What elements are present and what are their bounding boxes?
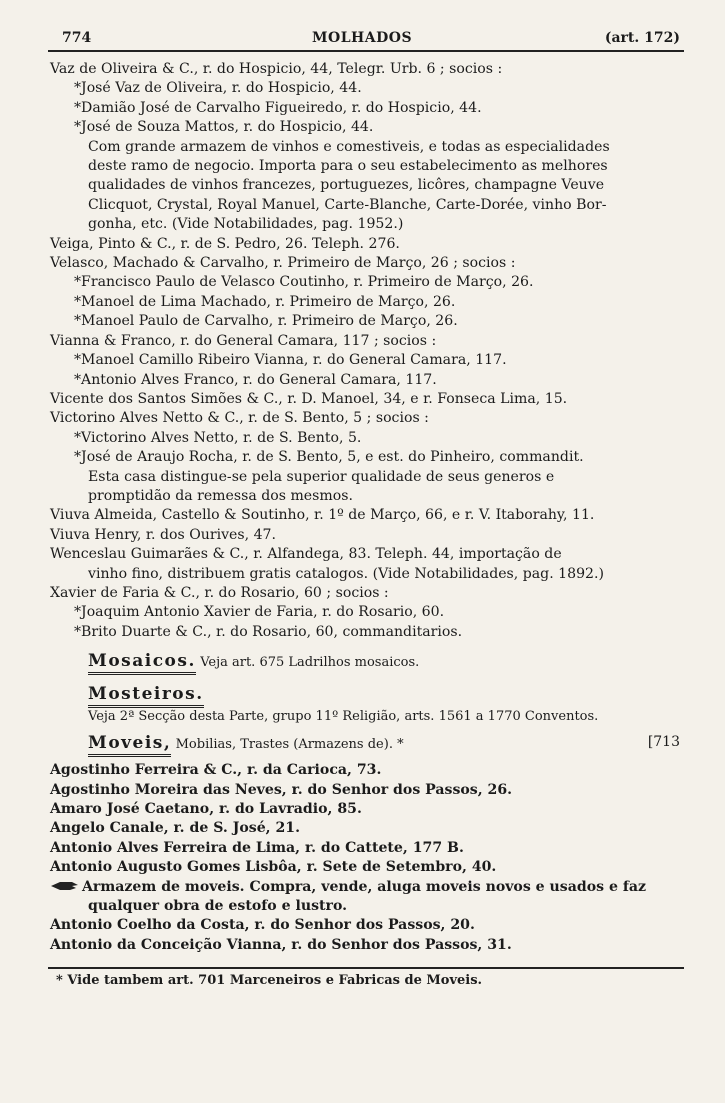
list-item: *Brito Duarte & C., r. do Rosario, 60, commanditarios. [74,623,463,640]
list-item: Agostinho Moreira das Neves, r. do Senhor dos Passos, 26. [50,781,513,798]
list-item: Antonio Alves Ferreira de Lima, r. do Cattete, 177 B. [50,839,464,856]
directory-page [48,28,684,988]
list-item: *José de Souza Mattos, r. do Hospicio, 44. [74,119,374,136]
list-item: *Manoel Camillo Ribeiro Vianna, r. do General Camara, 117. [74,352,507,369]
list-item: Antonio Coelho da Costa, r. do Senhor dos Passos, 20. [50,917,475,934]
list-item: *José de Araujo Rocha, r. de S. Bento, 5, e est. do Pinheiro, commandit. [74,449,584,466]
list-item: Antonio Augusto Gomes Lisbôa, r. Sete de Setembro, 40. [50,859,497,876]
list-item: Viuva Henry, r. dos Ourives, 47. [50,526,277,543]
section-moveis [48,734,684,757]
page-title: MOLHADOS [312,30,413,46]
list-item: Victorino Alves Netto & C., r. de S. Bento, 5 ; socios : [50,410,429,427]
list-item: Vianna & Franco, r. do General Camara, 117 ; socios : [50,332,437,349]
list-item: deste ramo de negocio. Importa para o seu estabelecimento as melhores [88,158,608,175]
list-item: Vicente dos Santos Simões & C., r. D. Manoel, 34, e r. Fonseca Lima, 15. [50,390,568,407]
list-item: Esta casa distingue-se pela superior qualidade de seus generos e [88,468,555,485]
list-item: Wenceslau Guimarães & C., r. Alfandega, 83. Teleph. 44, importação de [50,546,562,563]
list-item: *José Vaz de Oliveira, r. do Hospicio, 44. [74,80,362,97]
section-title: Mosaicos. [88,652,196,675]
section-mosaicos [48,652,684,675]
list-item: *Damião José de Carvalho Figueiredo, r. do Hospicio, 44. [74,99,482,116]
section-reference: Veja art. 675 Ladrilhos mosaicos. [200,655,420,671]
list-item: Angelo Canale, r. de S. José, 21. [50,820,300,837]
list-item: Vaz de Oliveira & C., r. do Hospicio, 44, Telegr. Urb. 6 ; socios : [50,61,503,77]
page-number: 774 [62,30,92,46]
list-item: Agostinho Ferreira & C., r. da Carioca, 73. [50,762,382,779]
column-marker: [713 [647,734,680,751]
section-title: Mosteiros. [88,685,204,708]
list-item: Veiga, Pinto & C., r. de S. Pedro, 26. Teleph. 276. [50,235,400,252]
list-item: Com grande armazem de vinhos e comestiveis, e todas as especialidades [88,138,610,155]
list-item: Xavier de Faria & C., r. do Rosario, 60 ; socios : [50,584,389,601]
list-item: vinho fino, distribuem gratis catalogos. (Vide Notabilidades, pag. 1892.) [88,565,605,582]
list-item: Velasco, Machado & Carvalho, r. Primeiro de Março, 26 ; socios : [50,255,516,272]
article-reference: (art. 172) [604,30,680,46]
list-item-text: Armazem de moveis. Compra, vende, aluga moveis novos e usados e faz [82,878,647,895]
list-item: *Manoel de Lima Machado, r. Primeiro de Março, 26. [74,293,456,310]
section-mosteiros [48,685,684,724]
list-item: Clicquot, Crystal, Royal Manuel, Carte-Blanche, Carte-Dorée, vinho Bor- [88,196,607,213]
section-title: Moveis, [88,734,171,757]
list-item: *Joaquim Antonio Xavier de Faria, r. do Rosario, 60. [74,604,445,621]
list-item: *Antonio Alves Franco, r. do General Camara, 117. [74,371,437,388]
list-item: gonha, etc. (Vide Notabilidades, pag. 1952.) [88,216,404,233]
footnote-divider [48,967,684,969]
list-item: Viuva Almeida, Castello & Soutinho, r. 1º de Março, 66, e r. V. Itaborahy, 11. [50,507,595,524]
list-item [48,878,684,897]
list-item: Amaro José Caetano, r. do Lavradio, 85. [50,801,362,817]
molhados-entries [48,60,684,642]
list-item: qualidades de vinhos francezes, portuguezes, licôres, champagne Veuve [88,177,605,194]
moveis-entries [48,761,684,955]
list-item: *Victorino Alves Netto, r. de S. Bento, 5. [74,429,362,446]
footnote: * Vide tambem art. 701 Marceneiros e Fabricas de Moveis. [56,973,483,989]
pointing-hand-icon [50,879,80,893]
list-item: promptidão da remessa dos mesmos. [88,487,353,504]
section-reference: Veja 2ª Secção desta Parte, grupo 11º Religião, arts. 1561 a 1770 Conventos. [88,709,599,725]
list-item: *Francisco Paulo de Velasco Coutinho, r. Primeiro de Março, 26. [74,274,534,291]
list-item: qualquer obra de estofo e lustro. [88,898,348,915]
page-header [48,28,684,52]
section-reference: Mobilias, Trastes (Armazens de). * [175,737,404,753]
list-item: *Manoel Paulo de Carvalho, r. Primeiro de Março, 26. [74,313,458,330]
list-item: Antonio da Conceição Vianna, r. do Senhor dos Passos, 31. [50,936,512,953]
